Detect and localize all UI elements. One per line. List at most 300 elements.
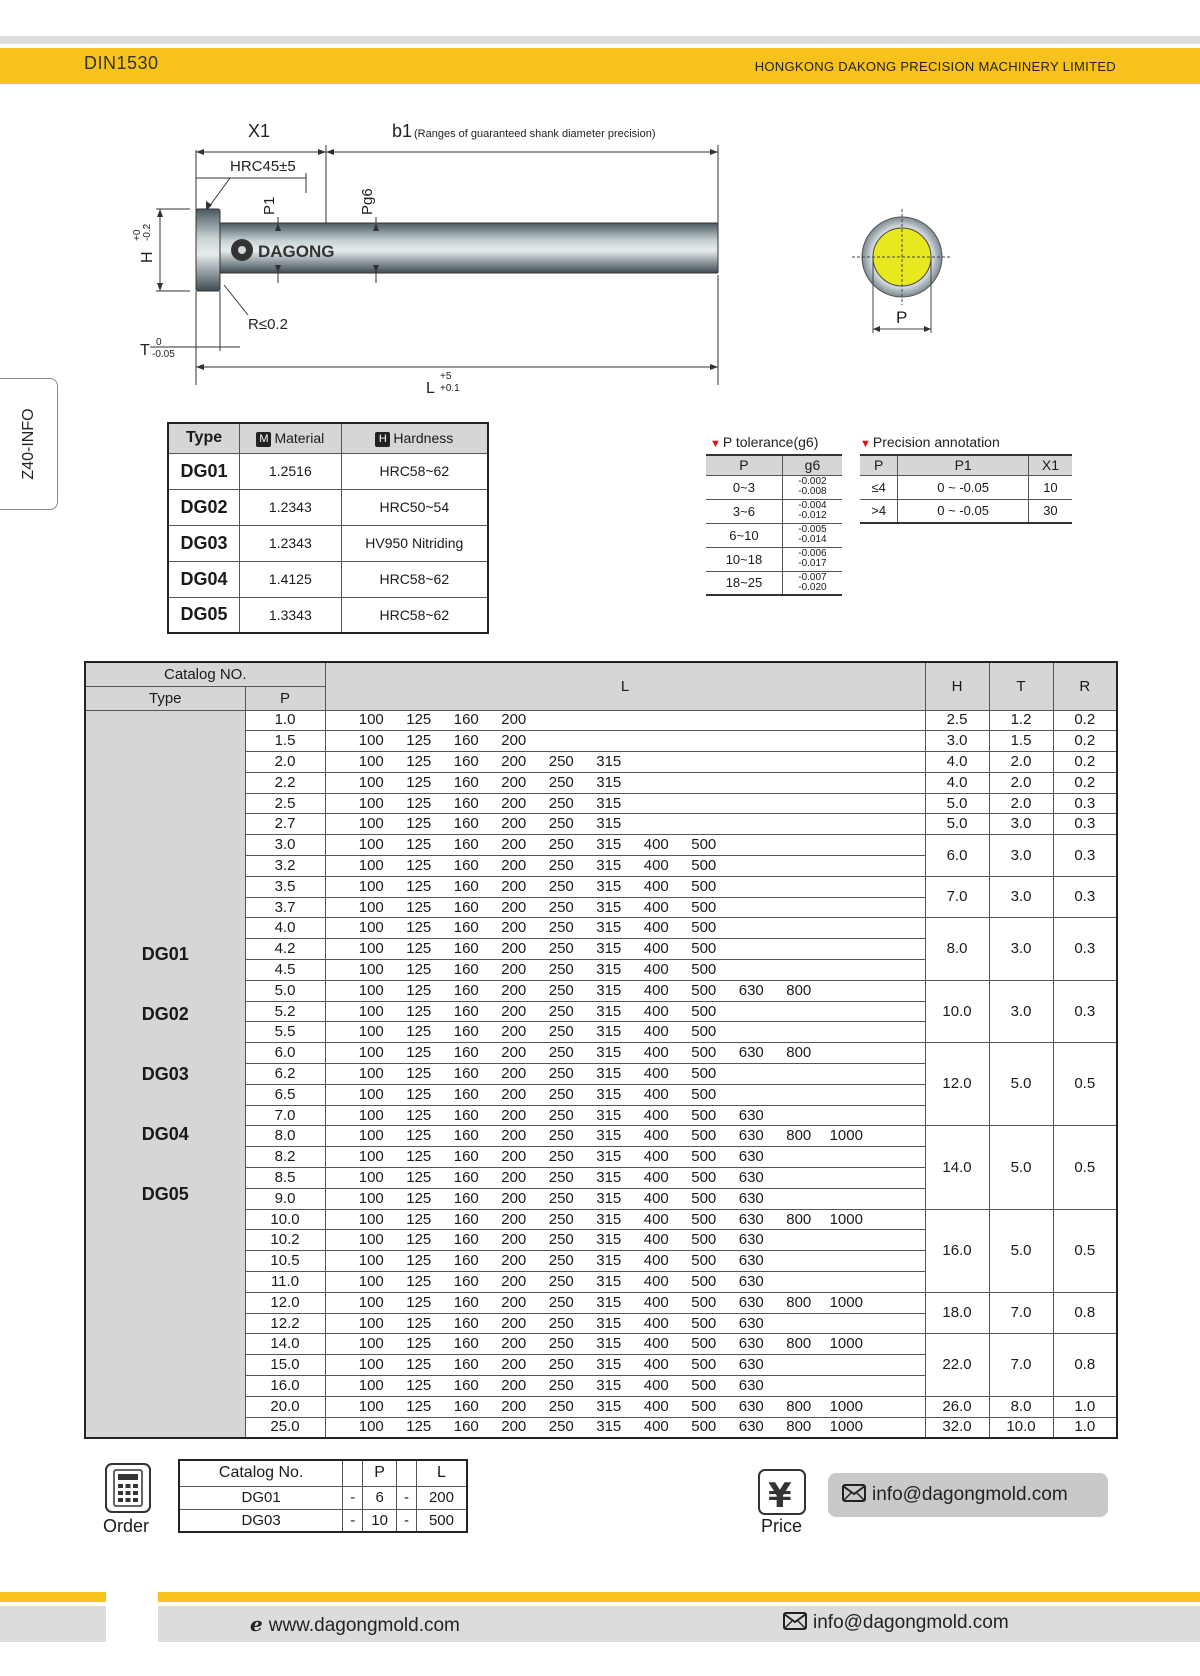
length-value: 630 — [738, 1272, 764, 1290]
length-value: 1000 — [829, 1127, 863, 1145]
t-value: 7.0 — [989, 1292, 1053, 1334]
length-value: 200 — [501, 1272, 527, 1290]
dim-r: R≤0.2 — [248, 316, 288, 333]
footer-email-link[interactable]: info@dagongmold.com — [783, 1612, 1009, 1634]
table-row: >4 0 ~ -0.05 30 — [860, 499, 1072, 523]
p-col-header: P — [245, 686, 325, 710]
type-code: DG02 — [141, 1003, 189, 1024]
p-value: 4.0 — [245, 918, 325, 939]
length-value: 315 — [596, 1293, 622, 1311]
warning-icon: ▼ — [710, 438, 721, 450]
dim-h-tol-up: +0 — [132, 229, 143, 241]
dim-t-tol-up: 0 — [156, 337, 162, 348]
length-value: 250 — [548, 1376, 574, 1394]
length-values — [325, 835, 925, 856]
length-value: 250 — [548, 836, 574, 854]
length-value: 800 — [786, 1397, 812, 1415]
t-value: 1.5 — [989, 731, 1053, 752]
length-value: 100 — [358, 1085, 384, 1103]
h-value: 5.0 — [925, 793, 989, 814]
length-value: 500 — [691, 836, 717, 854]
t-value: 10.0 — [989, 1417, 1053, 1438]
length-value: 250 — [548, 919, 574, 937]
length-values — [325, 918, 925, 939]
length-value: 250 — [548, 1293, 574, 1311]
length-value: 200 — [501, 752, 527, 770]
h-value: 3.0 — [925, 731, 989, 752]
yen-icon — [757, 1468, 807, 1516]
length-value: 315 — [596, 1044, 622, 1062]
p-value: 2.0 — [245, 752, 325, 773]
length-value: 250 — [548, 1210, 574, 1228]
length-value: 400 — [643, 1252, 669, 1270]
length-value: 160 — [453, 1335, 479, 1353]
length-value: 125 — [406, 1106, 432, 1124]
length-value: 500 — [691, 1293, 717, 1311]
brand-text: DAGONG — [258, 242, 335, 261]
length-value: 400 — [643, 856, 669, 874]
table-row — [85, 710, 1117, 731]
email-button[interactable]: info@dagongmold.com — [828, 1473, 1108, 1517]
table-row: 10~18 -0.006 -0.017 — [706, 547, 842, 571]
length-values — [325, 710, 925, 731]
length-values — [325, 1292, 925, 1313]
length-value: 800 — [786, 1335, 812, 1353]
p-value: 8.2 — [245, 1147, 325, 1168]
dim-t: T — [140, 342, 150, 359]
length-value: 400 — [643, 1376, 669, 1394]
length-value: 100 — [358, 1148, 384, 1166]
type-material-table — [167, 422, 489, 634]
p-value: 2.5 — [245, 793, 325, 814]
p-value: 8.0 — [245, 1126, 325, 1147]
length-value: 500 — [691, 1189, 717, 1207]
length-value: 400 — [643, 1272, 669, 1290]
r-value: 0.2 — [1053, 772, 1117, 793]
length-value: 250 — [548, 877, 574, 895]
dim-p1: P1 — [261, 196, 278, 215]
length-value: 160 — [453, 794, 479, 812]
table-row: 3~6 -0.004 -0.012 — [706, 499, 842, 523]
dim-h-tol-low: -0.2 — [142, 223, 153, 241]
t-value: 7.0 — [989, 1334, 1053, 1396]
length-value: 315 — [596, 1210, 622, 1228]
tolerance-title: ▼ P tolerance(g6) — [710, 434, 819, 450]
length-value: 500 — [691, 1376, 717, 1394]
length-value: 100 — [358, 1293, 384, 1311]
length-value: 200 — [501, 1189, 527, 1207]
length-value: 500 — [691, 981, 717, 999]
length-values — [325, 1355, 925, 1376]
length-values — [325, 1188, 925, 1209]
length-value: 400 — [643, 1231, 669, 1249]
r-value: 0.2 — [1053, 731, 1117, 752]
length-value: 125 — [406, 898, 432, 916]
r-value: 0.3 — [1053, 814, 1117, 835]
length-value: 100 — [358, 1418, 384, 1436]
length-value: 315 — [596, 940, 622, 958]
length-value: 800 — [786, 1127, 812, 1145]
length-value: 1000 — [829, 1418, 863, 1436]
length-value: 125 — [406, 815, 432, 833]
precision-table: P P1 X1 ≤4 0 ~ -0.05 10 >4 0 ~ -0.05 30 — [860, 454, 1072, 524]
length-value: 160 — [453, 1148, 479, 1166]
length-value: 315 — [596, 815, 622, 833]
length-value: 250 — [548, 1231, 574, 1249]
length-value: 400 — [643, 960, 669, 978]
length-value: 400 — [643, 1210, 669, 1228]
length-value: 160 — [453, 877, 479, 895]
h-header: H — [925, 662, 989, 710]
length-value: 160 — [453, 940, 479, 958]
length-values — [325, 1168, 925, 1189]
length-value: 100 — [358, 1189, 384, 1207]
dim-t-tol-low: -0.05 — [152, 349, 175, 360]
length-value: 160 — [453, 1397, 479, 1415]
material-badge-icon: M — [256, 432, 271, 447]
length-value: 200 — [501, 1397, 527, 1415]
length-value: 160 — [453, 1002, 479, 1020]
length-value: 315 — [596, 1189, 622, 1207]
length-value: 250 — [548, 856, 574, 874]
length-value: 630 — [738, 1335, 764, 1353]
length-value: 160 — [453, 836, 479, 854]
length-value: 250 — [548, 1127, 574, 1145]
dim-l-tol-up: +5 — [440, 371, 452, 382]
length-value: 160 — [453, 960, 479, 978]
length-value: 315 — [596, 1272, 622, 1290]
length-value: 160 — [453, 1376, 479, 1394]
length-value: 400 — [643, 1356, 669, 1374]
h-value: 4.0 — [925, 772, 989, 793]
length-value: 500 — [691, 1231, 717, 1249]
length-values — [325, 1272, 925, 1293]
table-row: DG03 1.2343 HV950 Nitriding — [168, 525, 488, 561]
length-value: 630 — [738, 1044, 764, 1062]
length-value: 100 — [358, 1168, 384, 1186]
tolerance-table: P g6 0~3 -0.002 -0.008 3~6 -0.004 -0.012 6~10 -0.005 -0.014 10~18 -0.006 -0.017 18~25 -0.007 -0.020 — [706, 454, 842, 596]
r-value: 1.0 — [1053, 1396, 1117, 1417]
t-value: 3.0 — [989, 835, 1053, 877]
dim-x1: X1 — [248, 121, 271, 141]
table-row: 6~10 -0.005 -0.014 — [706, 523, 842, 547]
length-value: 315 — [596, 856, 622, 874]
length-value: 160 — [453, 1189, 479, 1207]
dim-h: H — [139, 251, 156, 263]
length-value: 630 — [738, 1168, 764, 1186]
t-value: 2.0 — [989, 752, 1053, 773]
length-value: 125 — [406, 1002, 432, 1020]
length-value: 630 — [738, 1231, 764, 1249]
length-value: 315 — [596, 877, 622, 895]
length-value: 400 — [643, 1293, 669, 1311]
length-value: 500 — [691, 1023, 717, 1041]
length-value: 400 — [643, 898, 669, 916]
length-value: 250 — [548, 1252, 574, 1270]
length-value: 160 — [453, 1168, 479, 1186]
length-values — [325, 793, 925, 814]
length-value: 500 — [691, 940, 717, 958]
length-value: 630 — [738, 1148, 764, 1166]
length-value: 630 — [738, 1293, 764, 1311]
length-value: 200 — [501, 856, 527, 874]
length-value: 315 — [596, 919, 622, 937]
length-value: 800 — [786, 1210, 812, 1228]
length-value: 125 — [406, 981, 432, 999]
r-value: 0.2 — [1053, 710, 1117, 731]
r-header: R — [1053, 662, 1117, 710]
length-value: 100 — [358, 877, 384, 895]
h-value: 18.0 — [925, 1292, 989, 1334]
length-value: 100 — [358, 856, 384, 874]
length-value: 200 — [501, 815, 527, 833]
length-values — [325, 1147, 925, 1168]
p-value: 9.0 — [245, 1188, 325, 1209]
length-value: 160 — [453, 1293, 479, 1311]
side-tab — [0, 378, 58, 510]
length-value: 630 — [738, 1397, 764, 1415]
length-value: 160 — [453, 773, 479, 791]
length-value: 200 — [501, 1376, 527, 1394]
type-code: DG03 — [141, 1063, 189, 1084]
length-value: 315 — [596, 1335, 622, 1353]
footer-website-link[interactable]: e www.dagongmold.com — [250, 1612, 460, 1636]
length-value: 630 — [738, 1252, 764, 1270]
h-value: 16.0 — [925, 1209, 989, 1292]
length-value: 1000 — [829, 1397, 863, 1415]
length-values — [325, 1417, 925, 1438]
length-value: 100 — [358, 773, 384, 791]
cross-section-diagram — [840, 205, 980, 345]
length-values — [325, 1396, 925, 1417]
length-value: 125 — [406, 1168, 432, 1186]
length-value: 400 — [643, 1044, 669, 1062]
length-value: 200 — [501, 1356, 527, 1374]
length-value: 500 — [691, 1148, 717, 1166]
table-row: DG03 - 10 - 500 — [179, 1509, 467, 1532]
length-value: 630 — [738, 1189, 764, 1207]
svg-text:¥: ¥ — [768, 1476, 792, 1516]
h-value: 26.0 — [925, 1396, 989, 1417]
table-row: DG01 - 6 - 200 — [179, 1486, 467, 1509]
length-value: 250 — [548, 960, 574, 978]
length-value: 125 — [406, 960, 432, 978]
p-value: 12.0 — [245, 1292, 325, 1313]
length-value: 315 — [596, 1168, 622, 1186]
h-value: 22.0 — [925, 1334, 989, 1396]
p-value: 6.5 — [245, 1084, 325, 1105]
length-value: 630 — [738, 1356, 764, 1374]
r-value: 1.0 — [1053, 1417, 1117, 1438]
length-value: 400 — [643, 1148, 669, 1166]
length-value: 125 — [406, 940, 432, 958]
r-value: 0.8 — [1053, 1334, 1117, 1396]
length-value: 200 — [501, 836, 527, 854]
table-row: DG04 1.4125 HRC58~62 — [168, 561, 488, 597]
length-value: 200 — [501, 1210, 527, 1228]
length-value: 250 — [548, 1023, 574, 1041]
length-value: 160 — [453, 1064, 479, 1082]
length-value: 160 — [453, 1085, 479, 1103]
length-value: 315 — [596, 1085, 622, 1103]
length-value: 315 — [596, 1397, 622, 1415]
length-value: 315 — [596, 794, 622, 812]
p-value: 10.5 — [245, 1251, 325, 1272]
envelope-icon — [842, 1484, 866, 1502]
length-value: 200 — [501, 1127, 527, 1145]
p-value: 4.2 — [245, 939, 325, 960]
h-value: 5.0 — [925, 814, 989, 835]
p-value: 3.5 — [245, 876, 325, 897]
length-values — [325, 1230, 925, 1251]
length-value: 500 — [691, 1044, 717, 1062]
length-value: 250 — [548, 1085, 574, 1103]
r-value: 0.3 — [1053, 835, 1117, 877]
length-value: 315 — [596, 898, 622, 916]
p-value: 8.5 — [245, 1168, 325, 1189]
length-value: 400 — [643, 836, 669, 854]
length-value: 400 — [643, 940, 669, 958]
length-value: 250 — [548, 981, 574, 999]
length-value: 500 — [691, 1356, 717, 1374]
r-value: 0.5 — [1053, 1043, 1117, 1126]
dim-pg6: Pg6 — [359, 188, 376, 215]
length-value: 200 — [501, 1148, 527, 1166]
length-value: 800 — [786, 1418, 812, 1436]
p-value: 4.5 — [245, 960, 325, 981]
length-value: 500 — [691, 1335, 717, 1353]
length-value: 500 — [691, 1085, 717, 1103]
length-value: 500 — [691, 1397, 717, 1415]
length-value: 125 — [406, 1252, 432, 1270]
table-row: ≤4 0 ~ -0.05 10 — [860, 475, 1072, 499]
length-value: 315 — [596, 1002, 622, 1020]
header-top-stripe — [0, 36, 1200, 44]
p-value: 5.5 — [245, 1022, 325, 1043]
length-value: 250 — [548, 898, 574, 916]
length-value: 250 — [548, 940, 574, 958]
cross-section-p: P — [896, 308, 908, 327]
length-value: 630 — [738, 1376, 764, 1394]
length-value: 200 — [501, 773, 527, 791]
r-value: 0.3 — [1053, 980, 1117, 1042]
length-value: 250 — [548, 1397, 574, 1415]
table-row: DG05 1.3343 HRC58~62 — [168, 597, 488, 633]
length-value: 160 — [453, 1272, 479, 1290]
length-value: 400 — [643, 1106, 669, 1124]
length-value: 315 — [596, 773, 622, 791]
length-value: 400 — [643, 981, 669, 999]
length-value: 160 — [453, 711, 479, 729]
length-value: 100 — [358, 1231, 384, 1249]
p-value: 14.0 — [245, 1334, 325, 1355]
length-value: 200 — [501, 1168, 527, 1186]
t-value: 5.0 — [989, 1043, 1053, 1126]
hardness-header: H Hardness — [341, 423, 488, 453]
length-values — [325, 897, 925, 918]
length-value: 500 — [691, 1002, 717, 1020]
length-value: 500 — [691, 1314, 717, 1332]
length-value: 400 — [643, 1335, 669, 1353]
length-value: 400 — [643, 1127, 669, 1145]
t-value: 3.0 — [989, 876, 1053, 918]
p-value: 3.2 — [245, 856, 325, 877]
length-value: 100 — [358, 1002, 384, 1020]
p-value: 10.0 — [245, 1209, 325, 1230]
length-value: 100 — [358, 1314, 384, 1332]
length-value: 630 — [738, 981, 764, 999]
length-value: 315 — [596, 1148, 622, 1166]
length-value: 200 — [501, 1335, 527, 1353]
length-value: 200 — [501, 981, 527, 999]
dim-l-tol-low: +0.1 — [440, 383, 460, 394]
footer-stripe — [158, 1592, 1200, 1602]
length-value: 125 — [406, 1335, 432, 1353]
length-value: 400 — [643, 1085, 669, 1103]
length-value: 100 — [358, 752, 384, 770]
p-value: 2.7 — [245, 814, 325, 835]
p-value: 1.0 — [245, 710, 325, 731]
length-value: 630 — [738, 1314, 764, 1332]
length-value: 200 — [501, 898, 527, 916]
length-value: 160 — [453, 1252, 479, 1270]
length-value: 100 — [358, 1127, 384, 1145]
length-value: 125 — [406, 1314, 432, 1332]
length-value: 125 — [406, 836, 432, 854]
length-values — [325, 1313, 925, 1334]
length-value: 200 — [501, 1314, 527, 1332]
length-value: 400 — [643, 1023, 669, 1041]
catalog-table — [84, 661, 1118, 1439]
table-row: 18~25 -0.007 -0.020 — [706, 571, 842, 595]
dim-hrc: HRC45±5 — [230, 158, 296, 175]
length-value: 100 — [358, 732, 384, 750]
length-value: 160 — [453, 1127, 479, 1145]
length-value: 125 — [406, 919, 432, 937]
length-value: 500 — [691, 1252, 717, 1270]
length-values — [325, 1251, 925, 1272]
length-value: 315 — [596, 1064, 622, 1082]
length-value: 100 — [358, 981, 384, 999]
length-values — [325, 960, 925, 981]
length-value: 125 — [406, 1023, 432, 1041]
length-value: 500 — [691, 877, 717, 895]
length-value: 250 — [548, 752, 574, 770]
length-value: 250 — [548, 794, 574, 812]
t-value: 1.2 — [989, 710, 1053, 731]
length-value: 200 — [501, 1085, 527, 1103]
h-value: 2.5 — [925, 710, 989, 731]
length-value: 500 — [691, 1168, 717, 1186]
length-value: 200 — [501, 1002, 527, 1020]
length-value: 125 — [406, 752, 432, 770]
length-value: 125 — [406, 1064, 432, 1082]
t-header: T — [989, 662, 1053, 710]
length-value: 160 — [453, 1044, 479, 1062]
p-value: 15.0 — [245, 1355, 325, 1376]
length-value: 1000 — [829, 1335, 863, 1353]
length-value: 500 — [691, 1418, 717, 1436]
length-values — [325, 814, 925, 835]
length-value: 125 — [406, 877, 432, 895]
catalog-header: Catalog NO. — [85, 662, 325, 686]
length-value: 400 — [643, 1314, 669, 1332]
length-value: 200 — [501, 711, 527, 729]
length-value: 125 — [406, 1376, 432, 1394]
p-value: 5.0 — [245, 980, 325, 1001]
length-value: 160 — [453, 898, 479, 916]
gear-icon — [231, 239, 253, 261]
